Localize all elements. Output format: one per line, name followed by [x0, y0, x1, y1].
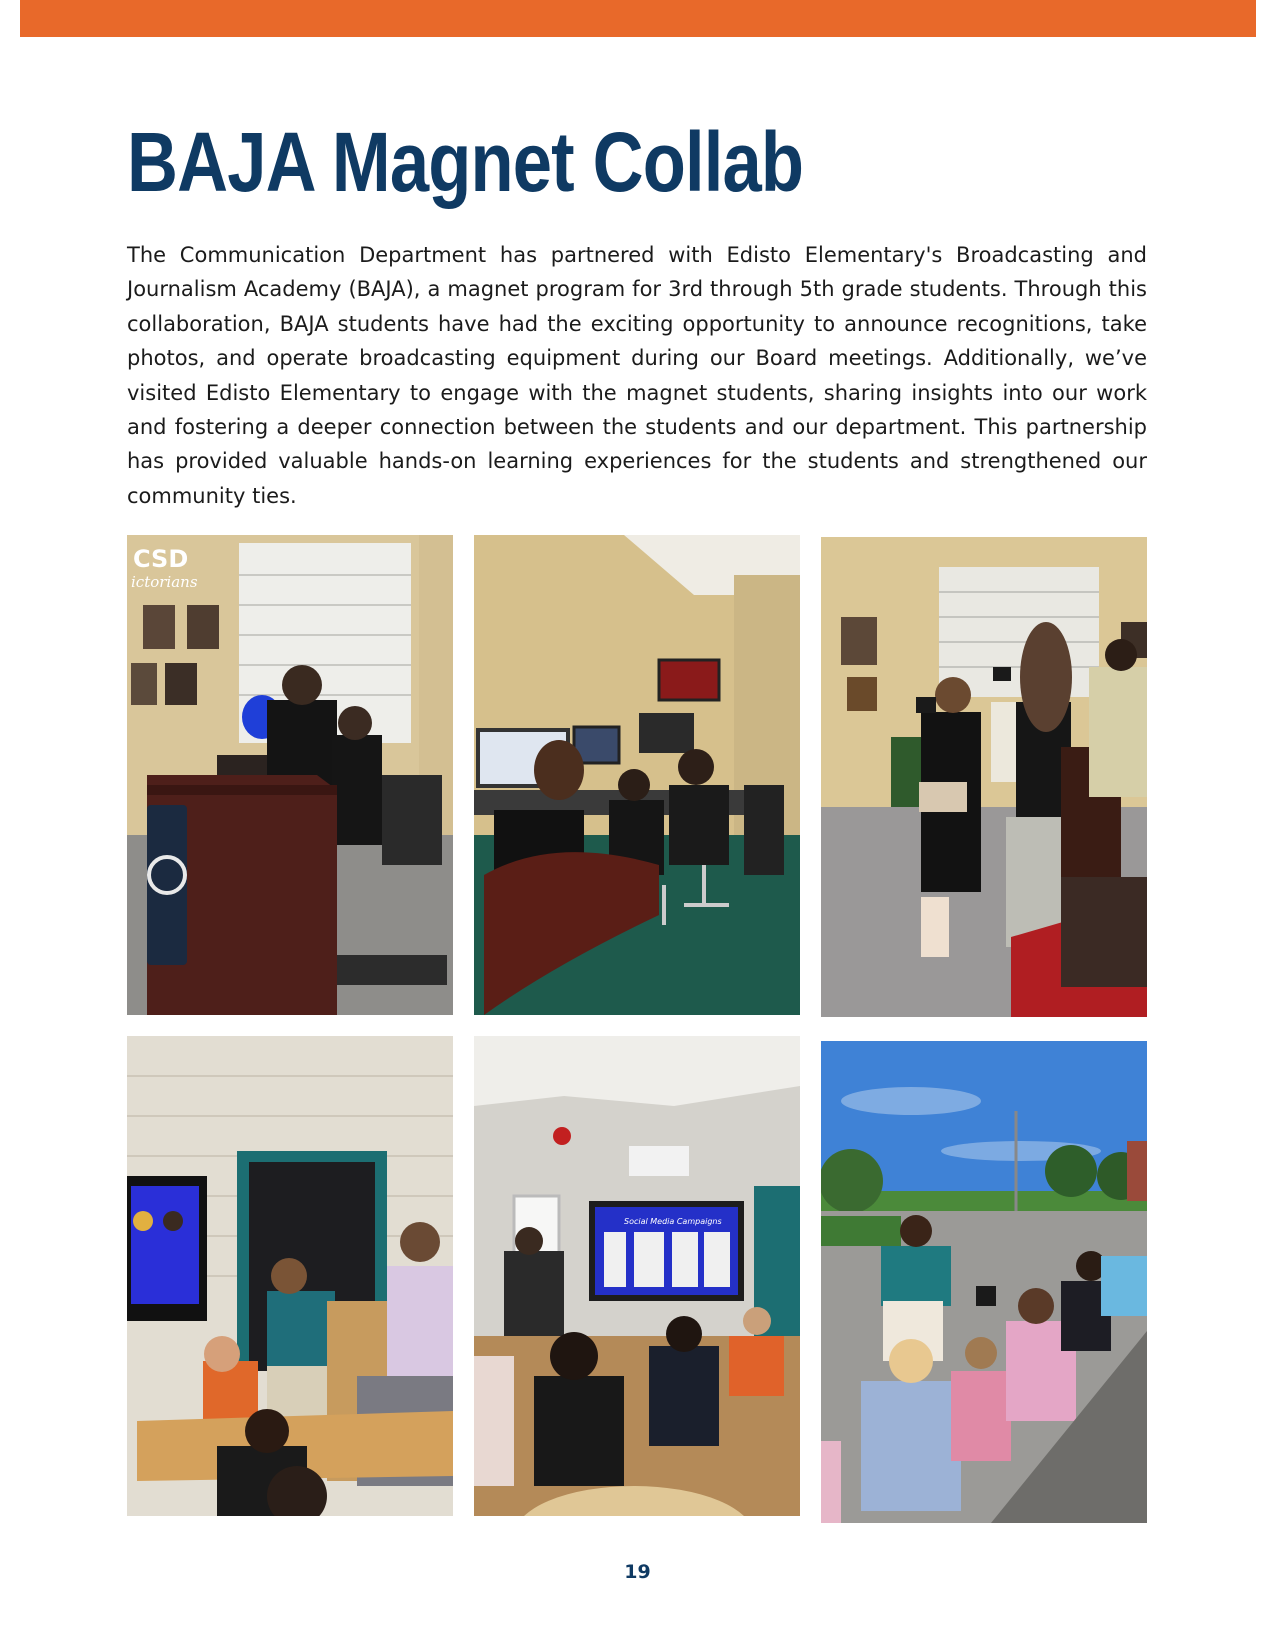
photo1-wall-subtext: ictorians [131, 573, 198, 591]
photo-outdoor-filming [821, 1041, 1147, 1523]
photo-student-at-podium [127, 535, 453, 1015]
photo-social-media-lesson [474, 1036, 800, 1516]
top-accent-bar [20, 0, 1256, 37]
photo1-wall-text: CSD [133, 545, 189, 573]
body-paragraph: The Communication Department has partnered with Edisto Elementary's Broadcasting and Journalism Academy (BAJA), a magnet program for 3rd through 5th grade students. Through this collaboration, BAJA students have had the exciting opportunity to announce recognitions, take photos, and operate broadcasting equipment during our Board meetings. Additionally, we’ve visited Edisto Elementary to engage with the magnet students, sharing insights into our work and fostering a deeper connection between the students and our department. This partnership has provided valuable hands-on learning experiences for the students and strengthened our community ties. [127, 243, 1147, 508]
photo-broadcast-control-room [474, 535, 800, 1015]
page-number: 19 [624, 1561, 651, 1583]
photo-classroom-presenters [127, 1036, 453, 1516]
page-title: BAJA Magnet Collab [127, 115, 804, 209]
photo-students-taking-photos [821, 537, 1147, 1017]
photo5-screen-title: Social Media Campaigns [624, 1217, 722, 1226]
